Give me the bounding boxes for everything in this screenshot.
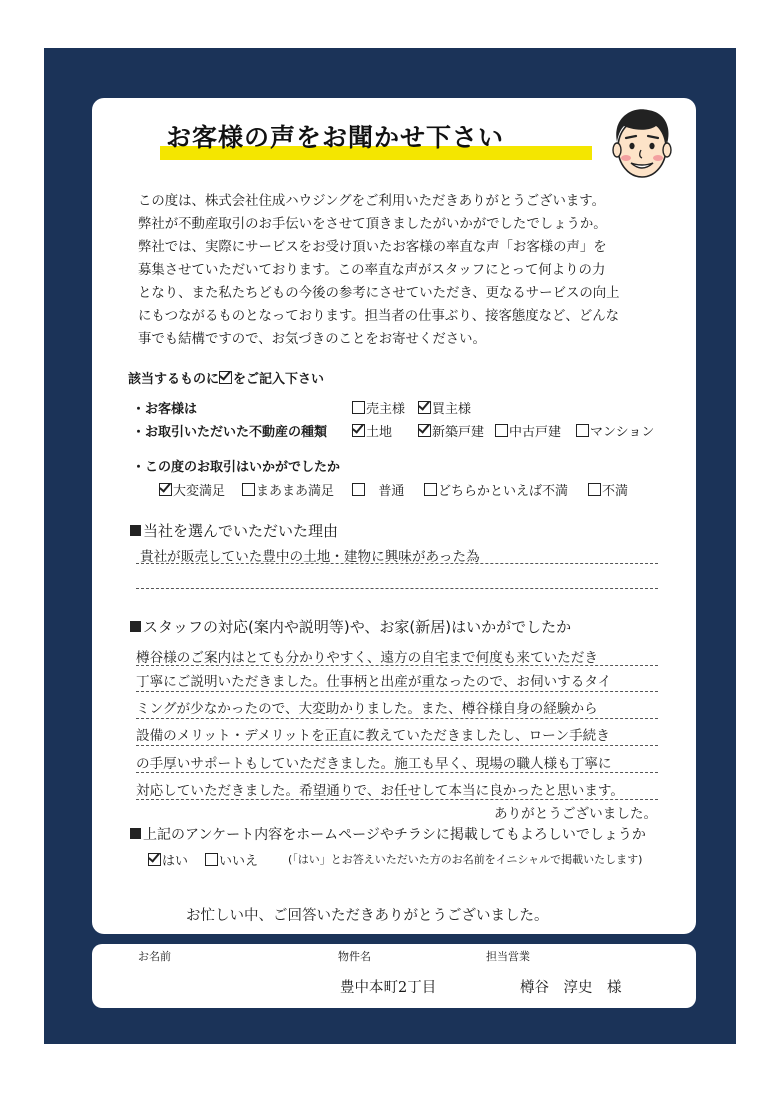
checkbox-buyer[interactable] (418, 401, 431, 414)
answer-line (136, 588, 658, 589)
option-somewhat-dissatisfied[interactable]: どちらかといえば不満 (424, 480, 568, 499)
staff-answer-line[interactable]: 対応していただきました。希望通りで、お任せして本当に良かったと思います。 (136, 783, 625, 799)
answer-line (136, 718, 658, 719)
option-neutral[interactable]: 普通 (352, 480, 404, 499)
option-yes[interactable]: はい (148, 850, 188, 869)
staff-answer-line[interactable]: の手厚いサポートもしていただきました。施工も早く、現場の職人様も丁寧に (136, 756, 612, 772)
checkbox-seller[interactable] (352, 401, 365, 414)
instructions: 該当するものに をご記入下さい (128, 372, 325, 387)
checkbox-somewhat-dissatisfied[interactable] (424, 483, 437, 496)
answer-line (136, 772, 658, 773)
property-label: 物件名 (338, 950, 371, 963)
checkbox-used-house[interactable] (495, 424, 508, 437)
answer-line (136, 745, 658, 746)
answer-line (136, 563, 658, 564)
staff-answer-line[interactable]: 設備のメリット・デメリットを正直に教えていただきましたし、ローン手続き (136, 728, 610, 744)
name-label: お名前 (138, 950, 171, 963)
staff-heading: スタッフの対応(案内や説明等)や、お家(新居)はいかがでしたか (130, 616, 571, 637)
checkbox-dissatisfied[interactable] (588, 483, 601, 496)
reason-heading: 当社を選んでいただいた理由 (130, 520, 338, 541)
option-dissatisfied[interactable]: 不満 (588, 480, 628, 499)
staff-answer-line[interactable]: ミングが少なかったので、大変助かりました。また、樽谷様自身の経験から (136, 701, 598, 717)
staff-answer-line[interactable]: ありがとうございました。 (494, 806, 658, 822)
checkbox-fairly-satisfied[interactable] (242, 483, 255, 496)
checkbox-no[interactable] (205, 853, 218, 866)
square-bullet-icon (130, 621, 141, 632)
reason-answer[interactable]: 貴社が販売していた豊中の土地・建物に興味があった為 (140, 549, 480, 565)
checkbox-yes[interactable] (148, 853, 161, 866)
option-fairly-satisfied[interactable]: まあまあ満足 (242, 480, 334, 499)
staff-label: 担当営業 (486, 950, 530, 963)
answer-line (136, 691, 658, 692)
publish-note: (「はい」とお答えいただいた方のお名前をイニシャルで掲載いたします) (288, 853, 643, 866)
square-bullet-icon (130, 828, 141, 839)
staff-value[interactable]: 樽谷 淳史 様 (520, 980, 622, 996)
q-satisfaction-label: ・この度のお取引はいかがでしたか (132, 460, 341, 475)
staff-answer-line[interactable]: 樽谷様のご案内はとても分かりやすく、遠方の自宅まで何度も来ていただき (136, 650, 598, 666)
square-bullet-icon (130, 525, 141, 536)
option-seller[interactable]: 売主様 (352, 398, 405, 417)
staff-answer-line[interactable]: 丁寧にご説明いただきました。仕事柄と出産が重なったので、お伺いするタイ (136, 674, 612, 690)
checkbox-land[interactable] (352, 424, 365, 437)
answer-line (136, 665, 658, 666)
publish-heading: 上記のアンケート内容をホームページやチラシに掲載してもよろしいでしょうか (130, 824, 646, 844)
title-block (166, 118, 504, 154)
checkbox-very-satisfied[interactable] (159, 483, 172, 496)
intro-text: この度は、株式会社住成ハウジングをご利用いただきありがとうございます。 弊社が不動産取引のお手伝いをさせて頂きましたがいかがでしたでしょうか。 弊社では、実際にサービスをお受け頂いたお客様の率直な声「お客様の声」を 募集させていただいております。この率直な声がスタッフにとって何よりの力 となり、また私たちどもの今後の参考にさせていただき、更なるサービスの向上 にもつながるものとなっております。担当者の仕事ぶり、接客態度など、どんな 事でも結構ですので、お気づきのことをお寄せください。 (138, 194, 620, 347)
property-value[interactable]: 豊中本町2丁目 (340, 980, 437, 996)
option-used-house[interactable]: 中古戸建 (495, 421, 561, 440)
checkbox-example-icon (219, 371, 232, 384)
option-new-house[interactable]: 新築戸建 (418, 421, 484, 440)
q-customer-label: ・お客様は (132, 402, 198, 417)
option-very-satisfied[interactable]: 大変満足 (159, 480, 225, 499)
option-mansion[interactable]: マンション (576, 421, 654, 440)
checkbox-neutral[interactable] (352, 483, 365, 496)
option-land[interactable]: 土地 (352, 421, 392, 440)
smiling-man-icon (606, 104, 676, 182)
answer-line (136, 799, 658, 800)
checkbox-mansion[interactable] (576, 424, 589, 437)
option-no[interactable]: いいえ (205, 850, 258, 869)
page-title: お客様の声をお聞かせ下さい (166, 123, 505, 152)
option-buyer[interactable]: 買主様 (418, 398, 471, 417)
thanks-message: お忙しい中、ご回答いただきありがとうございました。 (186, 908, 549, 924)
checkbox-new-house[interactable] (418, 424, 431, 437)
q-property-label: ・お取引いただいた不動産の種類 (132, 425, 328, 440)
